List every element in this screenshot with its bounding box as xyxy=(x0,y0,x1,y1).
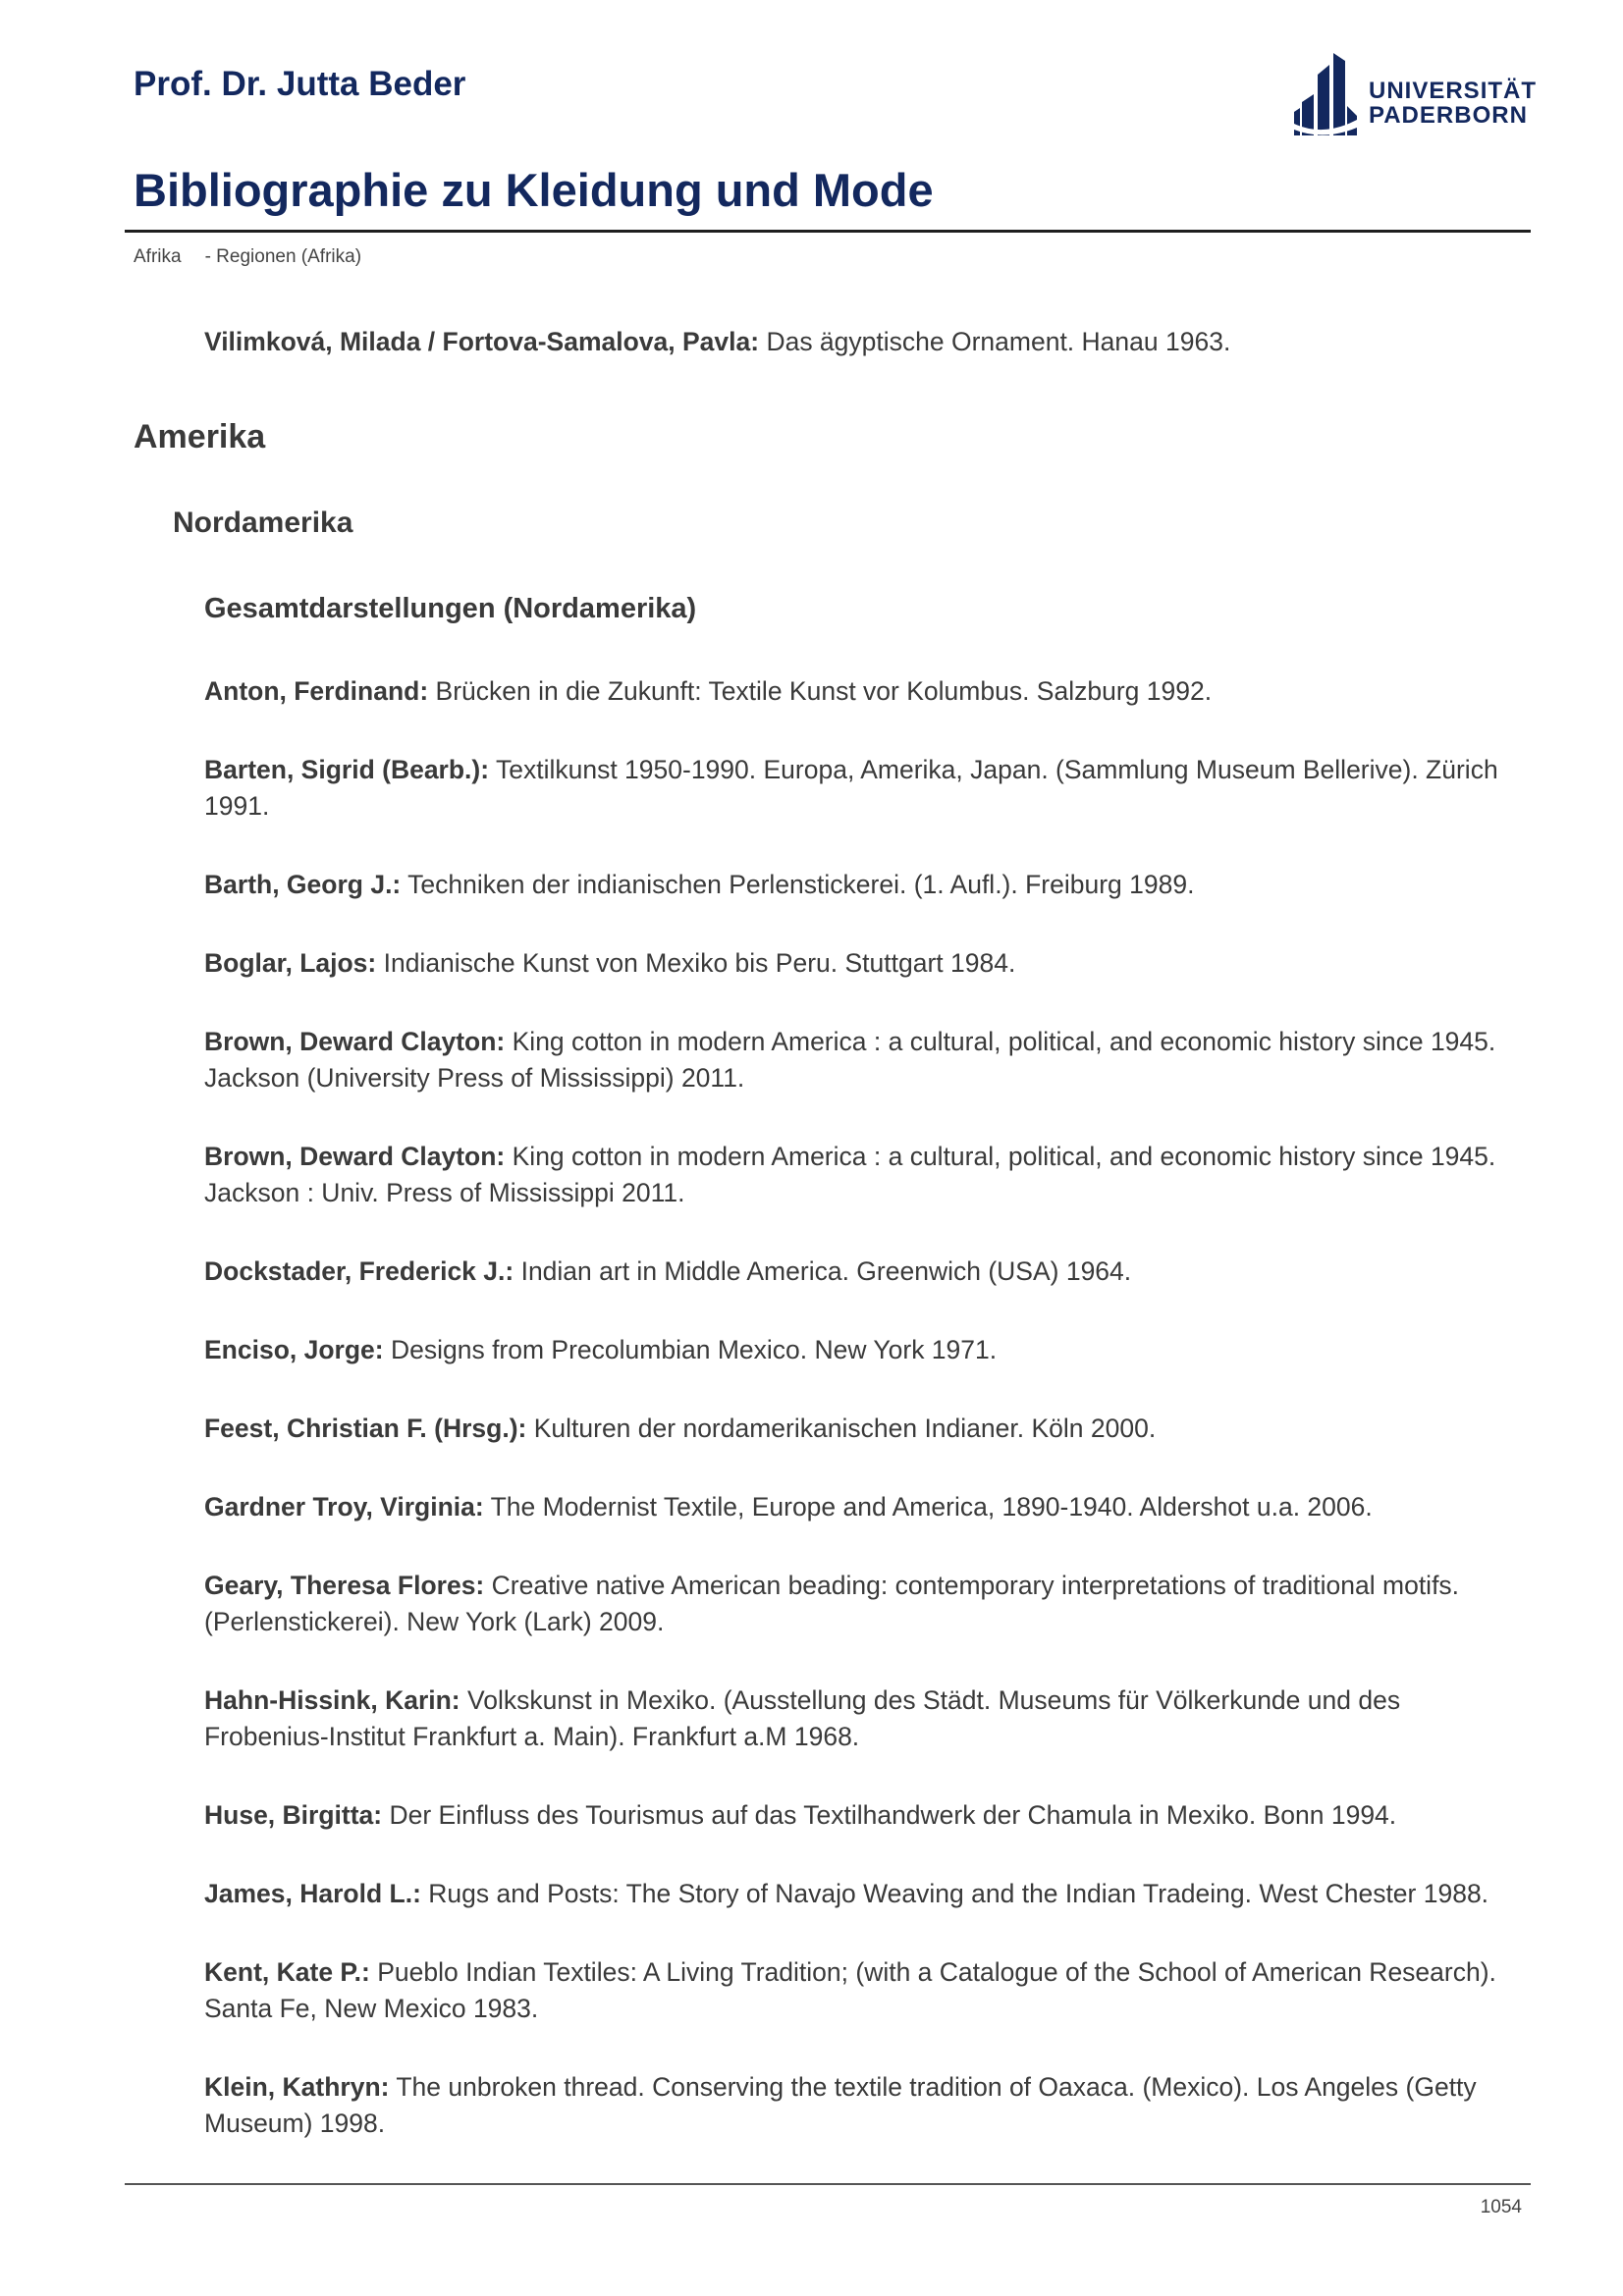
entry-text: The Modernist Textile, Europe and America, 1890-1940. Aldershot u.a. 2006. xyxy=(483,1492,1373,1522)
subsection-heading: Nordamerika xyxy=(173,507,353,539)
bibliography-entry xyxy=(204,2069,1520,2142)
bibliography-entry xyxy=(204,1954,1520,2027)
author-name: Prof. Dr. Jutta Beder xyxy=(134,65,466,103)
bibliography-entry xyxy=(204,867,1520,903)
entry-text: Rugs and Posts: The Story of Navajo Weaving and the Indian Tradeing. West Chester 1988. xyxy=(420,1879,1489,1908)
entry-text: King cotton in modern America : a cultural, political, and economic history since 1945. Jackson : Univ. Press of Mississippi 2011. xyxy=(204,1142,1496,1207)
entry-author: Feest, Christian F. (Hrsg.): xyxy=(204,1414,527,1443)
subsubsection-heading: Gesamtdarstellungen (Nordamerika) xyxy=(204,593,697,624)
entry-author: Brown, Deward Clayton: xyxy=(204,1142,506,1171)
header-divider xyxy=(125,230,1531,233)
bibliography-entry xyxy=(204,1568,1520,1640)
university-logo xyxy=(1294,51,1538,135)
entry-text: Creative native American beading: contemporary interpretations of traditional motifs. (Perlenstickerei). New York (Lark) 2009. xyxy=(204,1571,1460,1636)
entry-author: Brown, Deward Clayton: xyxy=(204,1027,506,1056)
page-number: 1054 xyxy=(1480,2197,1522,2217)
footer-divider xyxy=(125,2183,1531,2185)
entry-author: Boglar, Lajos: xyxy=(204,948,377,978)
entry-author: Hahn-Hissink, Karin: xyxy=(204,1685,460,1715)
university-building-icon xyxy=(1294,51,1357,135)
bibliography-entry xyxy=(204,752,1520,825)
bibliography-entry xyxy=(204,1024,1520,1096)
entry-text: Volkskunst in Mexiko. (Ausstellung des Städt. Museums für Völkerkunde und des Frobenius-Institut Frankfurt a. Main). Frankfurt a.M 1968. xyxy=(204,1685,1401,1751)
bibliography-entry xyxy=(204,1254,1520,1290)
entry-author: Gardner Troy, Virginia: xyxy=(204,1492,484,1522)
breadcrumb-level-2: - Regionen (Afrika) xyxy=(204,246,362,267)
bibliography-entry xyxy=(204,1797,1520,1834)
entry-text: Pueblo Indian Textiles: A Living Tradition; (with a Catalogue of the School of American Research). Santa Fe, New Mexico 1983. xyxy=(204,1957,1496,2023)
entry-author: Klein, Kathryn: xyxy=(204,2072,390,2102)
bibliography-entry xyxy=(204,1489,1520,1525)
entry-text: Brücken in die Zukunft: Textile Kunst vor Kolumbus. Salzburg 1992. xyxy=(428,676,1213,706)
entry-text: Kulturen der nordamerikanischen Indianer. Köln 2000. xyxy=(526,1414,1157,1443)
entry-text: Designs from Precolumbian Mexico. New York 1971. xyxy=(383,1335,998,1364)
section-heading: Amerika xyxy=(134,418,266,455)
bibliography-entry xyxy=(204,1876,1520,1912)
page-title: Bibliographie zu Kleidung und Mode xyxy=(134,164,934,216)
bibliography-entry xyxy=(204,673,1520,710)
logo-line-2: PADERBORN xyxy=(1369,102,1528,129)
entry-text: Indianische Kunst von Mexiko bis Peru. Stuttgart 1984. xyxy=(376,948,1016,978)
entry-author: Barth, Georg J.: xyxy=(204,870,402,899)
bibliography-entry xyxy=(204,945,1520,982)
breadcrumb xyxy=(134,246,361,268)
entry-author: Dockstader, Frederick J.: xyxy=(204,1256,514,1286)
entry-author: Vilimková, Milada / Fortova-Samalova, Pavla: xyxy=(204,327,760,356)
bibliography-entry xyxy=(204,1411,1520,1447)
entry-text: Das ägyptische Ornament. Hanau 1963. xyxy=(759,327,1231,356)
entry-author: Anton, Ferdinand: xyxy=(204,676,429,706)
entry-text: Techniken der indianischen Perlenstickerei. (1. Aufl.). Freiburg 1989. xyxy=(401,870,1195,899)
bibliography-entry xyxy=(204,324,1520,360)
entry-text: King cotton in modern America : a cultural, political, and economic history since 1945. Jackson (University Press of Mississippi) 2011. xyxy=(204,1027,1496,1093)
logo-line-1: UNIVERSITÄT xyxy=(1369,78,1538,104)
entry-text: Textilkunst 1950-1990. Europa, Amerika, Japan. (Sammlung Museum Bellerive). Zürich 1991. xyxy=(204,755,1498,821)
entry-author: Geary, Theresa Flores: xyxy=(204,1571,485,1600)
entry-text: Der Einfluss des Tourismus auf das Textilhandwerk der Chamula in Mexiko. Bonn 1994. xyxy=(382,1800,1397,1830)
entry-author: James, Harold L.: xyxy=(204,1879,421,1908)
entry-author: Enciso, Jorge: xyxy=(204,1335,384,1364)
bibliography-entry xyxy=(204,1682,1520,1755)
entry-author: Huse, Birgitta: xyxy=(204,1800,383,1830)
entry-text: Indian art in Middle America. Greenwich (USA) 1964. xyxy=(514,1256,1132,1286)
entry-author: Barten, Sigrid (Bearb.): xyxy=(204,755,490,784)
bibliography-entry xyxy=(204,1332,1520,1368)
entry-author: Kent, Kate P.: xyxy=(204,1957,370,1987)
breadcrumb-level-1: Afrika xyxy=(134,246,182,267)
entry-text: The unbroken thread. Conserving the textile tradition of Oaxaca. (Mexico). Los Angeles (Getty Museum) 1998. xyxy=(204,2072,1477,2138)
bibliography-entry xyxy=(204,1139,1520,1211)
